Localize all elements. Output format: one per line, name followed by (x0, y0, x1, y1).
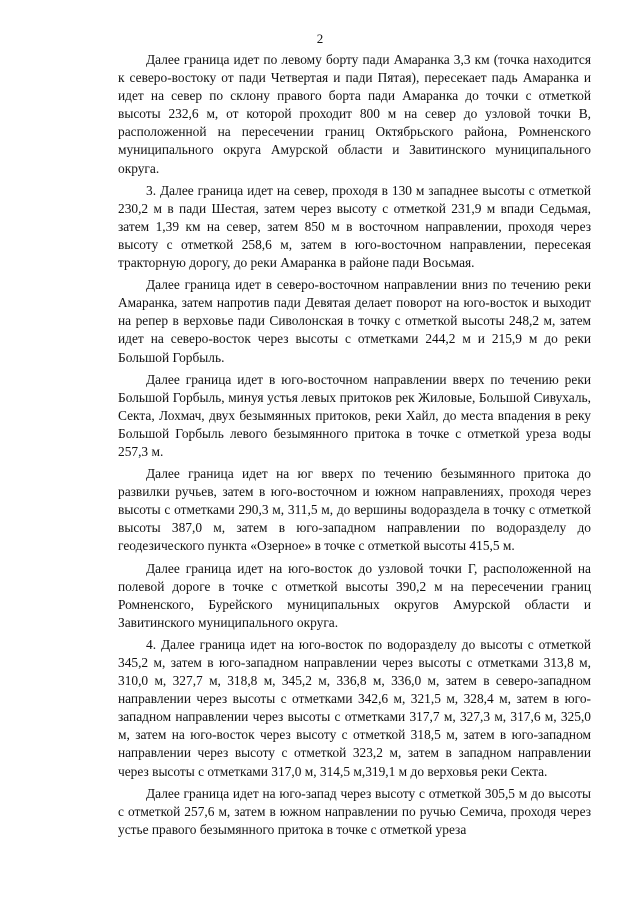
paragraph: 4. Далее граница идет на юго-восток по водоразделу до высоты с отметкой 345,2 м, затем в юго-западном направлении через высоты с отметками 313,8 м, 310,0 м, 327,7 м, 318,8 м, 345,2 м, 336,8 м, 336,0 м, затем в северо-западном направлении через высоты с отметками 342,6 м, 321,5 м, 328,4 м, затем в юго-западном направлении через высоты с отметками 317,7 м, 327,3 м, 317,6 м, 325,0 м, затем на юго-восток через высоту с отметкой 318,5 м, затем в юго-западном направлении через высоту с отметкой 323,2 м, затем в западном направлении через высоты с отметками 317,0 м, 314,5 м,319,1 м до верховья реки Секта. (118, 636, 591, 779)
paragraph: Далее граница идет в юго-восточном направлении вверх по течению реки Большой Горбыль, минуя устья левых притоков рек Жиловые, Большой Сивухаль, Секта, Лохмач, двух безымянных притоков, реки Хайл, до места впадения в реку Большой Горбыль левого безымянного притока в точке с отметкой уреза воды 257,3 м. (118, 371, 591, 459)
document-body (118, 51, 591, 843)
paragraph: Далее граница идет на юг вверх по течению безымянного притока до развилки ручьев, затем в юго-восточном и южном направлениях, проходя через высоты с отметками 290,3 м, 311,5 м, до вершины водораздела в точку с отметкой высоты 387,0 м, затем в юго-западном направлении по водоразделу до геодезического пункта «Озерное» в точке с отметкой высоты 415,5 м. (118, 466, 591, 554)
paragraph: Далее граница идет по левому борту пади Амаранка 3,3 км (точка находится к северо-востоку от пади Четвертая и пади Пятая), пересекает падь Амаранка и идет на север по склону правого борта пади Амаранка до точки с отметкой высоты 232,6 м, от которой проходит 800 м на север до узловой точки В, расположенной на пересечении границ Октябрьского района, Ромненского муниципального округа Амурской области и Завитинского муниципального округа. (118, 52, 591, 176)
paragraph: Далее граница идет на юго-запад через высоту с отметкой 305,5 м до высоты с отметкой 257,6 м, затем в южном направлении по ручью Семича, проходя через устье правого безымянного притока в точке с отметкой уреза (118, 785, 591, 837)
page-number: 2 (316, 31, 324, 46)
paragraph: Далее граница идет в северо-восточном направлении вниз по течению реки Амаранка, затем напротив пади Девятая делает поворот на юго-восток и выходит на репер в верховье пади Сиволонская в точку с отметкой высоты 248,2 м, затем идет на северо-восток через высоты с отметками 244,2 м и 215,9 м до реки Большой Горбыль. (118, 277, 591, 365)
paragraph: Далее граница идет на юго-восток до узловой точки Г, расположенной на полевой дороге в точке с отметкой высоты 390,2 м на пересечении границ Ромненского, Бурейского муниципальных округов Амурской области и Завитинского муниципального округа. (118, 560, 591, 630)
paragraph: 3. Далее граница идет на север, проходя в 130 м западнее высоты с отметкой 230,2 м в пади Шестая, затем через высоту с отметкой 231,9 м впади Седьмая, затем 1,39 км на север, затем 850 м в восточном направлении, проходя через высоту с отметкой 258,6 м, затем в юго-восточном направлении, пересекая тракторную дорогу, до реки Амаранка в районе пади Восьмая. (118, 182, 591, 271)
